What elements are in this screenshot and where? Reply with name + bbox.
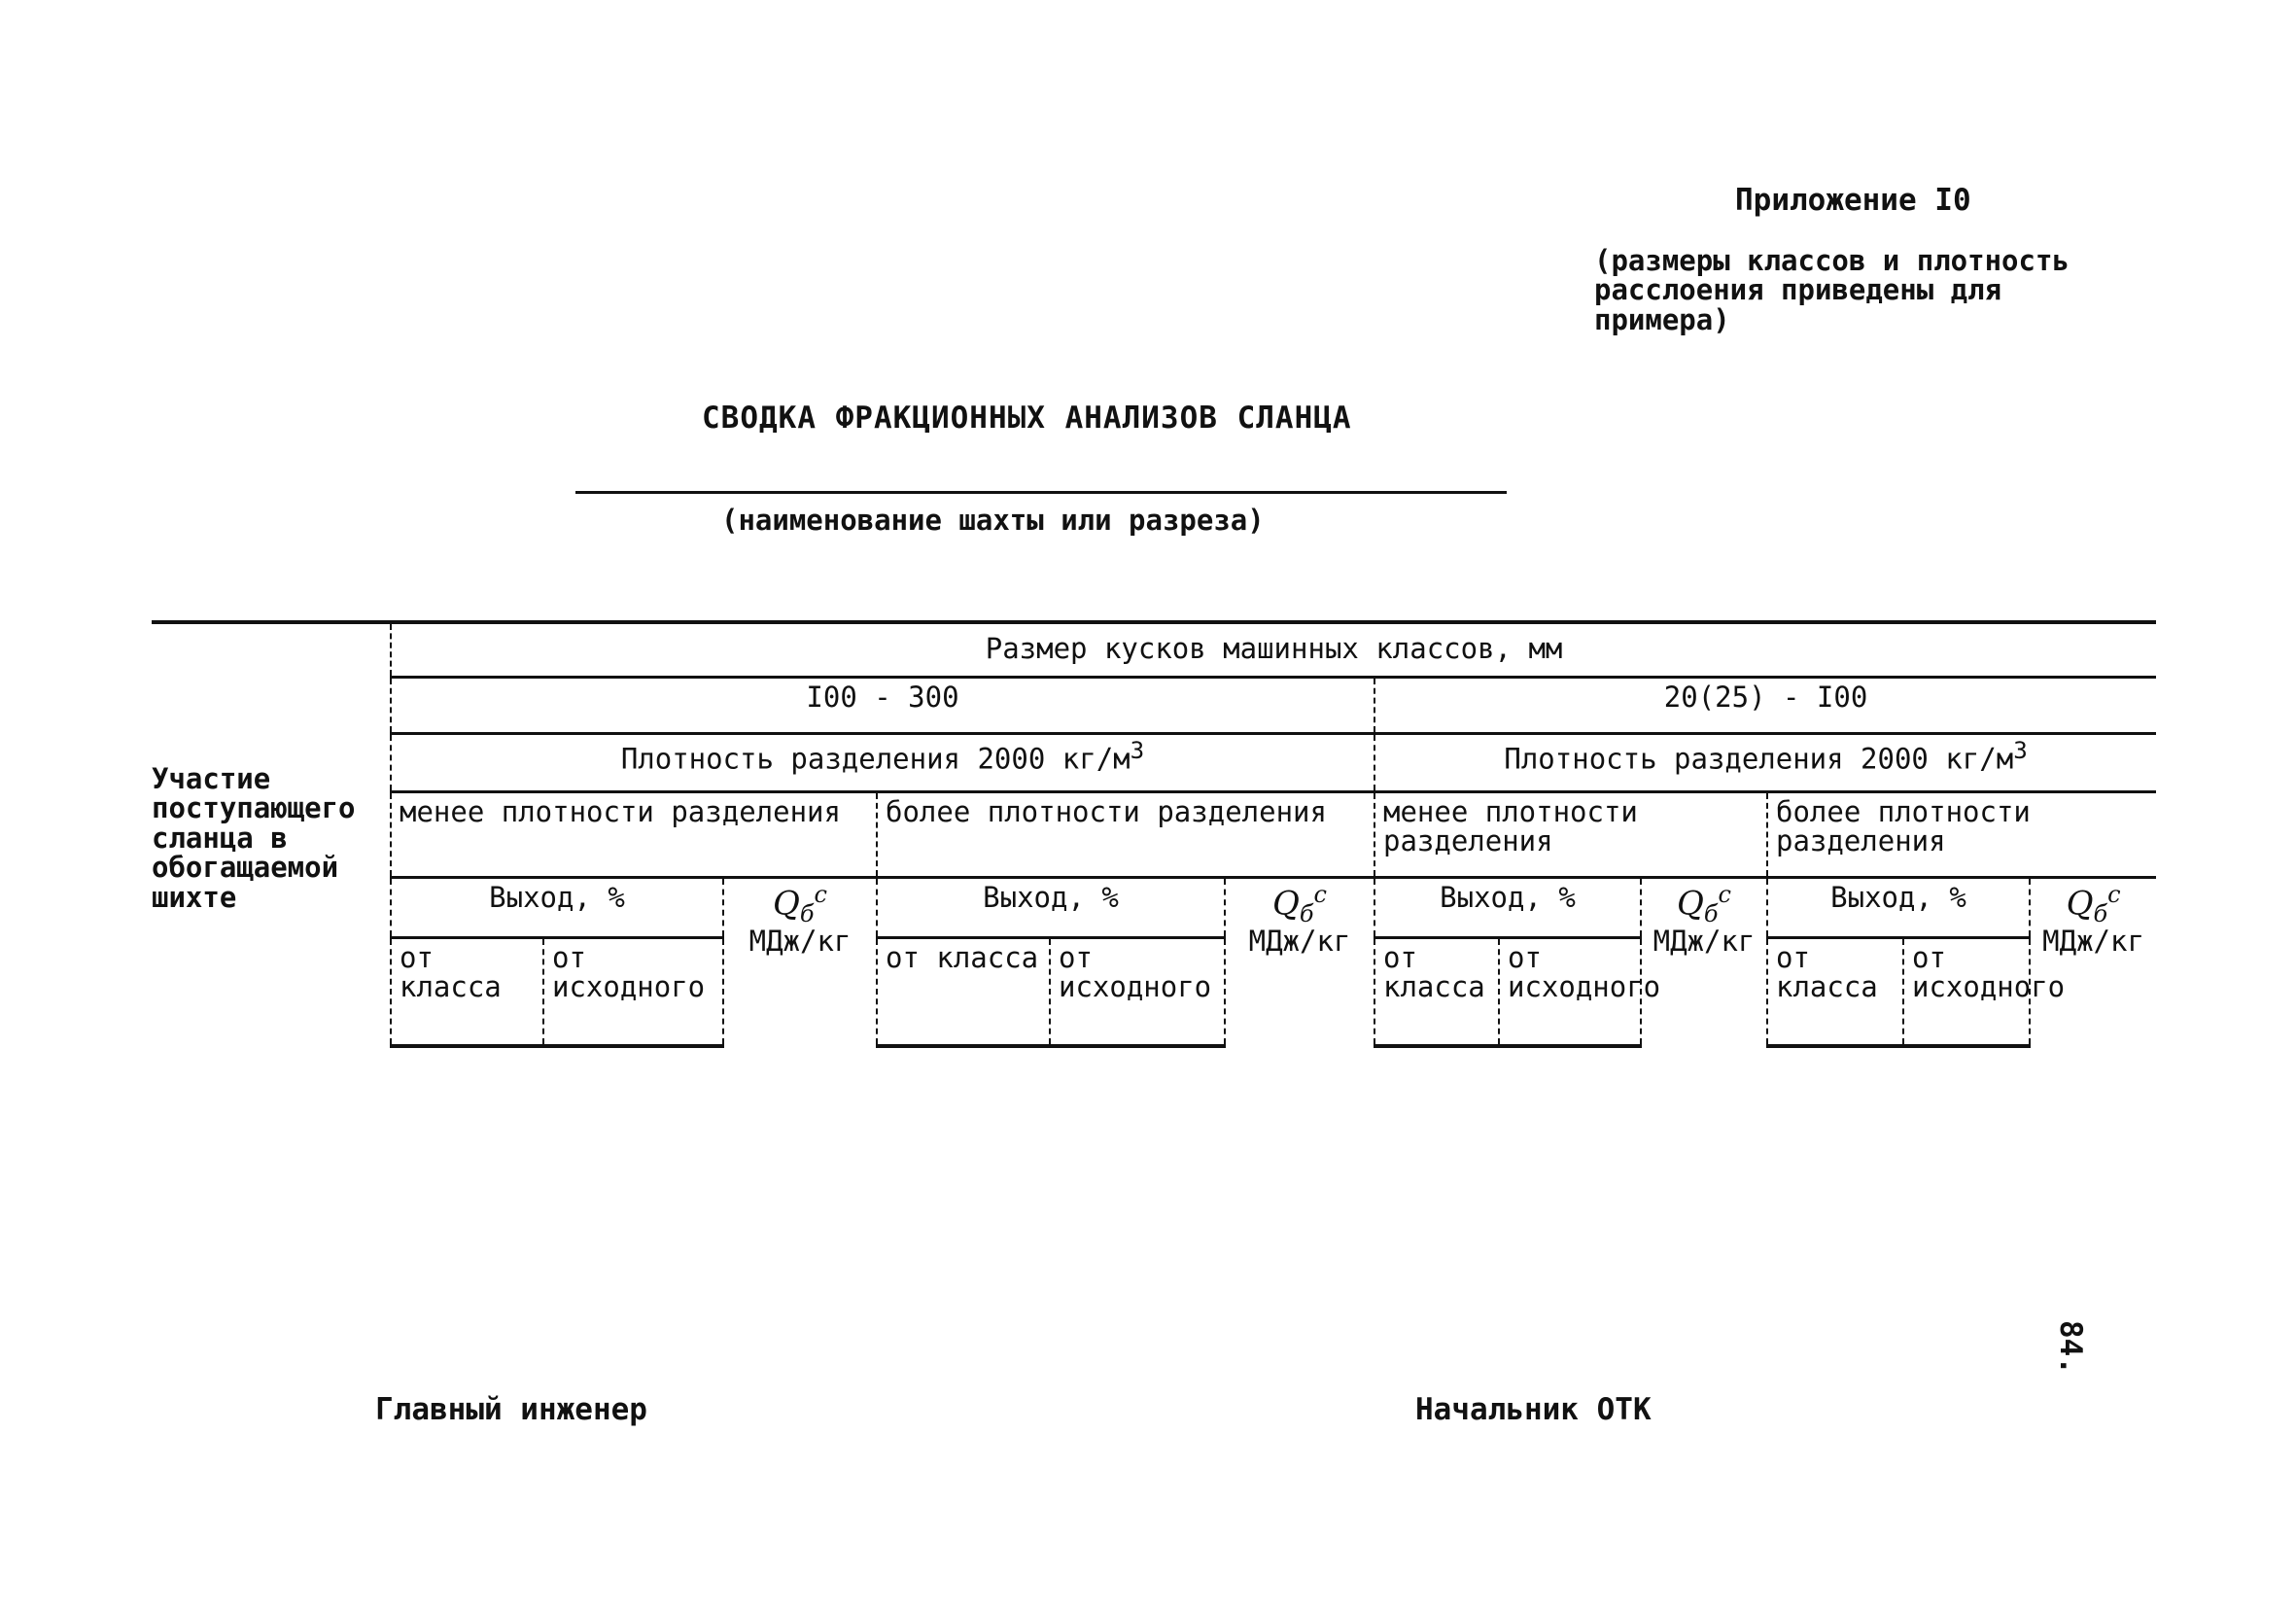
yield-header: Выход, %: [1374, 877, 1641, 937]
calorific-symbol-letter: Q: [2066, 883, 2094, 923]
calorific-symbol-sub: б: [2093, 899, 2108, 927]
calorific-symbol-sub: б: [1299, 899, 1314, 927]
name-caption: (наименование шахты или разреза): [721, 504, 1265, 537]
group-header: менее плотности разделения: [1374, 791, 1767, 877]
calorific-header: [2030, 877, 2156, 1046]
column-header: от класса: [1767, 937, 1903, 1046]
calorific-symbol: [732, 880, 868, 927]
fraction-analysis-table: [152, 620, 2156, 1048]
calorific-symbol-sup: c: [1313, 880, 1327, 908]
column-header: от класса: [877, 937, 1050, 1046]
calorific-symbol-sup: c: [2107, 880, 2121, 908]
yield-header: Выход, %: [1767, 877, 2030, 937]
calorific-symbol-sub: б: [799, 899, 815, 927]
column-header: от исходного: [543, 937, 723, 1046]
appendix-note-line: примера): [1594, 302, 1730, 336]
group-header: более плотности разделения: [1767, 791, 2156, 877]
calorific-symbol-letter: Q: [1677, 883, 1704, 923]
calorific-unit: МДж/кг: [2042, 924, 2144, 958]
density-unit-sup: 3: [1130, 736, 1145, 764]
appendix-note-line: расслоения приведены для: [1594, 273, 2002, 307]
calorific-header: [1641, 877, 1767, 1046]
size-class-header: 20(25) - I00: [1374, 677, 2156, 733]
document-title: СВОДКА ФРАКЦИОННЫХ АНАЛИЗОВ СЛАНЦА: [702, 401, 1352, 436]
yield-header: Выход, %: [391, 877, 723, 937]
density-label: Плотность разделения 2000 кг/м: [1504, 742, 2014, 776]
page-number: 84.: [2053, 1320, 2088, 1375]
group-header: более плотности разделения: [877, 791, 1374, 877]
column-header: от класса: [1374, 937, 1499, 1046]
calorific-unit: МДж/кг: [748, 924, 852, 958]
calorific-header: [723, 877, 877, 1046]
size-class-header: I00 - 300: [391, 677, 1374, 733]
calorific-unit: МДж/кг: [1248, 924, 1351, 958]
calorific-symbol-letter: Q: [773, 883, 800, 923]
appendix-note-line: (размеры классов и плотность: [1594, 244, 2070, 277]
calorific-symbol-letter: Q: [1272, 883, 1300, 923]
appendix-title: Приложение I0: [1735, 183, 1971, 218]
column-header: от исходного: [1903, 937, 2030, 1046]
column-header: от класса: [391, 937, 543, 1046]
yield-header: Выход, %: [877, 877, 1225, 937]
calorific-header: [1225, 877, 1374, 1046]
calorific-symbol: [1234, 880, 1366, 927]
column-header: от исходного: [1050, 937, 1225, 1046]
calorific-symbol: [2038, 880, 2148, 927]
group-header: менее плотности разделения: [391, 791, 877, 877]
calorific-symbol-sub: б: [1703, 899, 1719, 927]
density-unit-sup: 3: [2013, 736, 2028, 764]
signature-chief-engineer: Главный инженер: [375, 1392, 647, 1427]
density-header: [1374, 733, 2156, 791]
name-fill-line: [575, 491, 1507, 494]
calorific-symbol: [1650, 880, 1758, 927]
main-header: Размер кусков машинных классов, мм: [391, 622, 2156, 677]
signature-head-otk: Начальник ОТК: [1415, 1392, 1652, 1427]
row-header: Участие поступающего сланца в обогащаемой шихте: [152, 622, 391, 1046]
column-header: от исходного: [1499, 937, 1641, 1046]
appendix-note: [1594, 246, 2070, 334]
calorific-unit: МДж/кг: [1652, 924, 1756, 958]
calorific-symbol-sup: c: [1718, 880, 1731, 908]
density-header: [391, 733, 1374, 791]
calorific-symbol-sup: c: [814, 880, 827, 908]
density-label: Плотность разделения 2000 кг/м: [620, 742, 1131, 776]
